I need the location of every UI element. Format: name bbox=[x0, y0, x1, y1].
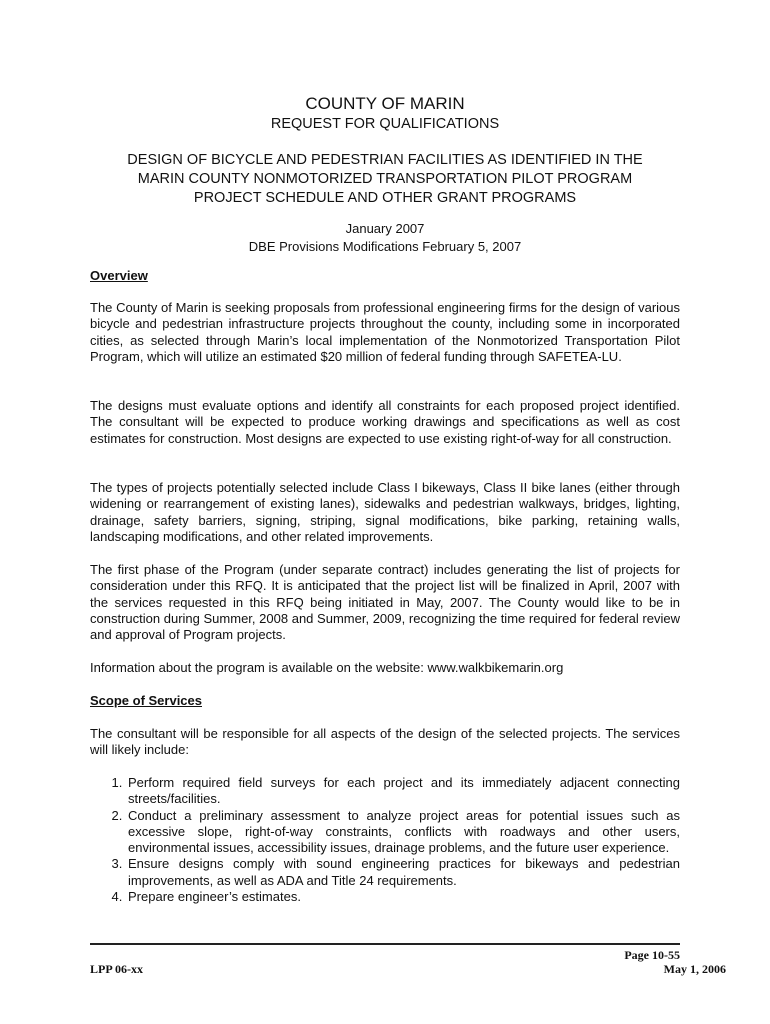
scope-list-item: 2. Conduct a preliminary assessment to analyze project areas for potential issues such as excessive slope, right-of-way constraints, conflicts with roadways and other users, environmental issues, accessibility issues, drainage problems, and the future user experience. bbox=[126, 808, 680, 857]
footer-date: May 1, 2006 bbox=[663, 962, 726, 976]
footer-page-number: Page 10-55 bbox=[624, 948, 680, 962]
document-subtitle: REQUEST FOR QUALIFICATIONS bbox=[270, 116, 500, 132]
overview-paragraph-3: The types of projects potentially selected include Class I bikeways, Class II bike lanes (either through widening or rearrangement of existing lanes), sidewalks and pedestrian walkways, bridges, lighting, drainage, safety barriers, signing, striping, signal modifications, bike parking, retaining walls, landscaping modifications, and other related improvements. bbox=[90, 480, 680, 544]
project-title-line: MARIN COUNTY NONMOTORIZED TRANSPORTATION PILOT PROGRAM bbox=[137, 171, 633, 187]
project-title-line: PROJECT SCHEDULE AND OTHER GRANT PROGRAMS bbox=[193, 190, 577, 206]
scope-list-item: 3. Ensure designs comply with sound engineering practices for bikeways and pedestrian improvements, as well as ADA and Title 24 requirements. bbox=[126, 856, 680, 889]
scope-list-item: 4. Prepare engineer’s estimates. bbox=[126, 889, 680, 905]
scope-heading: Scope of Services bbox=[90, 693, 202, 708]
footer-document-id: LPP 06-xx bbox=[90, 962, 143, 976]
modification-date: DBE Provisions Modifications February 5, 2007 bbox=[248, 239, 522, 254]
overview-paragraph-4: The first phase of the Program (under separate contract) includes generating the list of projects for consideration under this RFQ. It is anticipated that the project list will be finalized in April, 2007 with the services requested in this RFQ being initiated in May, 2007. The County would like to be in construction during Summer, 2008 and Summer, 2009, recognizing the time required for federal review and approval of Program projects. bbox=[90, 562, 680, 643]
project-title bbox=[90, 151, 680, 208]
document-dates bbox=[90, 220, 680, 256]
footer-divider bbox=[90, 943, 680, 945]
overview-paragraph-2: The designs must evaluate options and identify all constraints for each proposed project identified. The consultant will be expected to produce working drawings and specifications as well as cost estimates for construction. Most designs are expected to use existing right-of-way for all construction. bbox=[90, 398, 680, 446]
scope-list bbox=[90, 775, 680, 905]
overview-heading: Overview bbox=[90, 268, 148, 283]
website-info: Information about the program is available on the website: www.walkbikemarin.org bbox=[90, 660, 564, 675]
scope-list-item: 1. Perform required field surveys for each project and its immediately adjacent connecting streets/facilities. bbox=[126, 775, 680, 808]
scope-intro: The consultant will be responsible for all aspects of the design of the selected projects. The services will likely include: bbox=[90, 726, 680, 758]
overview-paragraph-1: The County of Marin is seeking proposals from professional engineering firms for the design of various bicycle and pedestrian infrastructure projects throughout the county, including some in incorporated cities, as selected through Marin’s local implementation of the Nonmotorized Transportation Pilot Program, which will utilize an estimated $20 million of federal funding through SAFETEA-LU. bbox=[90, 300, 680, 364]
project-title-line: DESIGN OF BICYCLE AND PEDESTRIAN FACILITIES AS IDENTIFIED IN THE bbox=[127, 152, 643, 168]
issue-date: January 2007 bbox=[345, 221, 425, 236]
document-title: COUNTY OF MARIN bbox=[305, 94, 465, 113]
